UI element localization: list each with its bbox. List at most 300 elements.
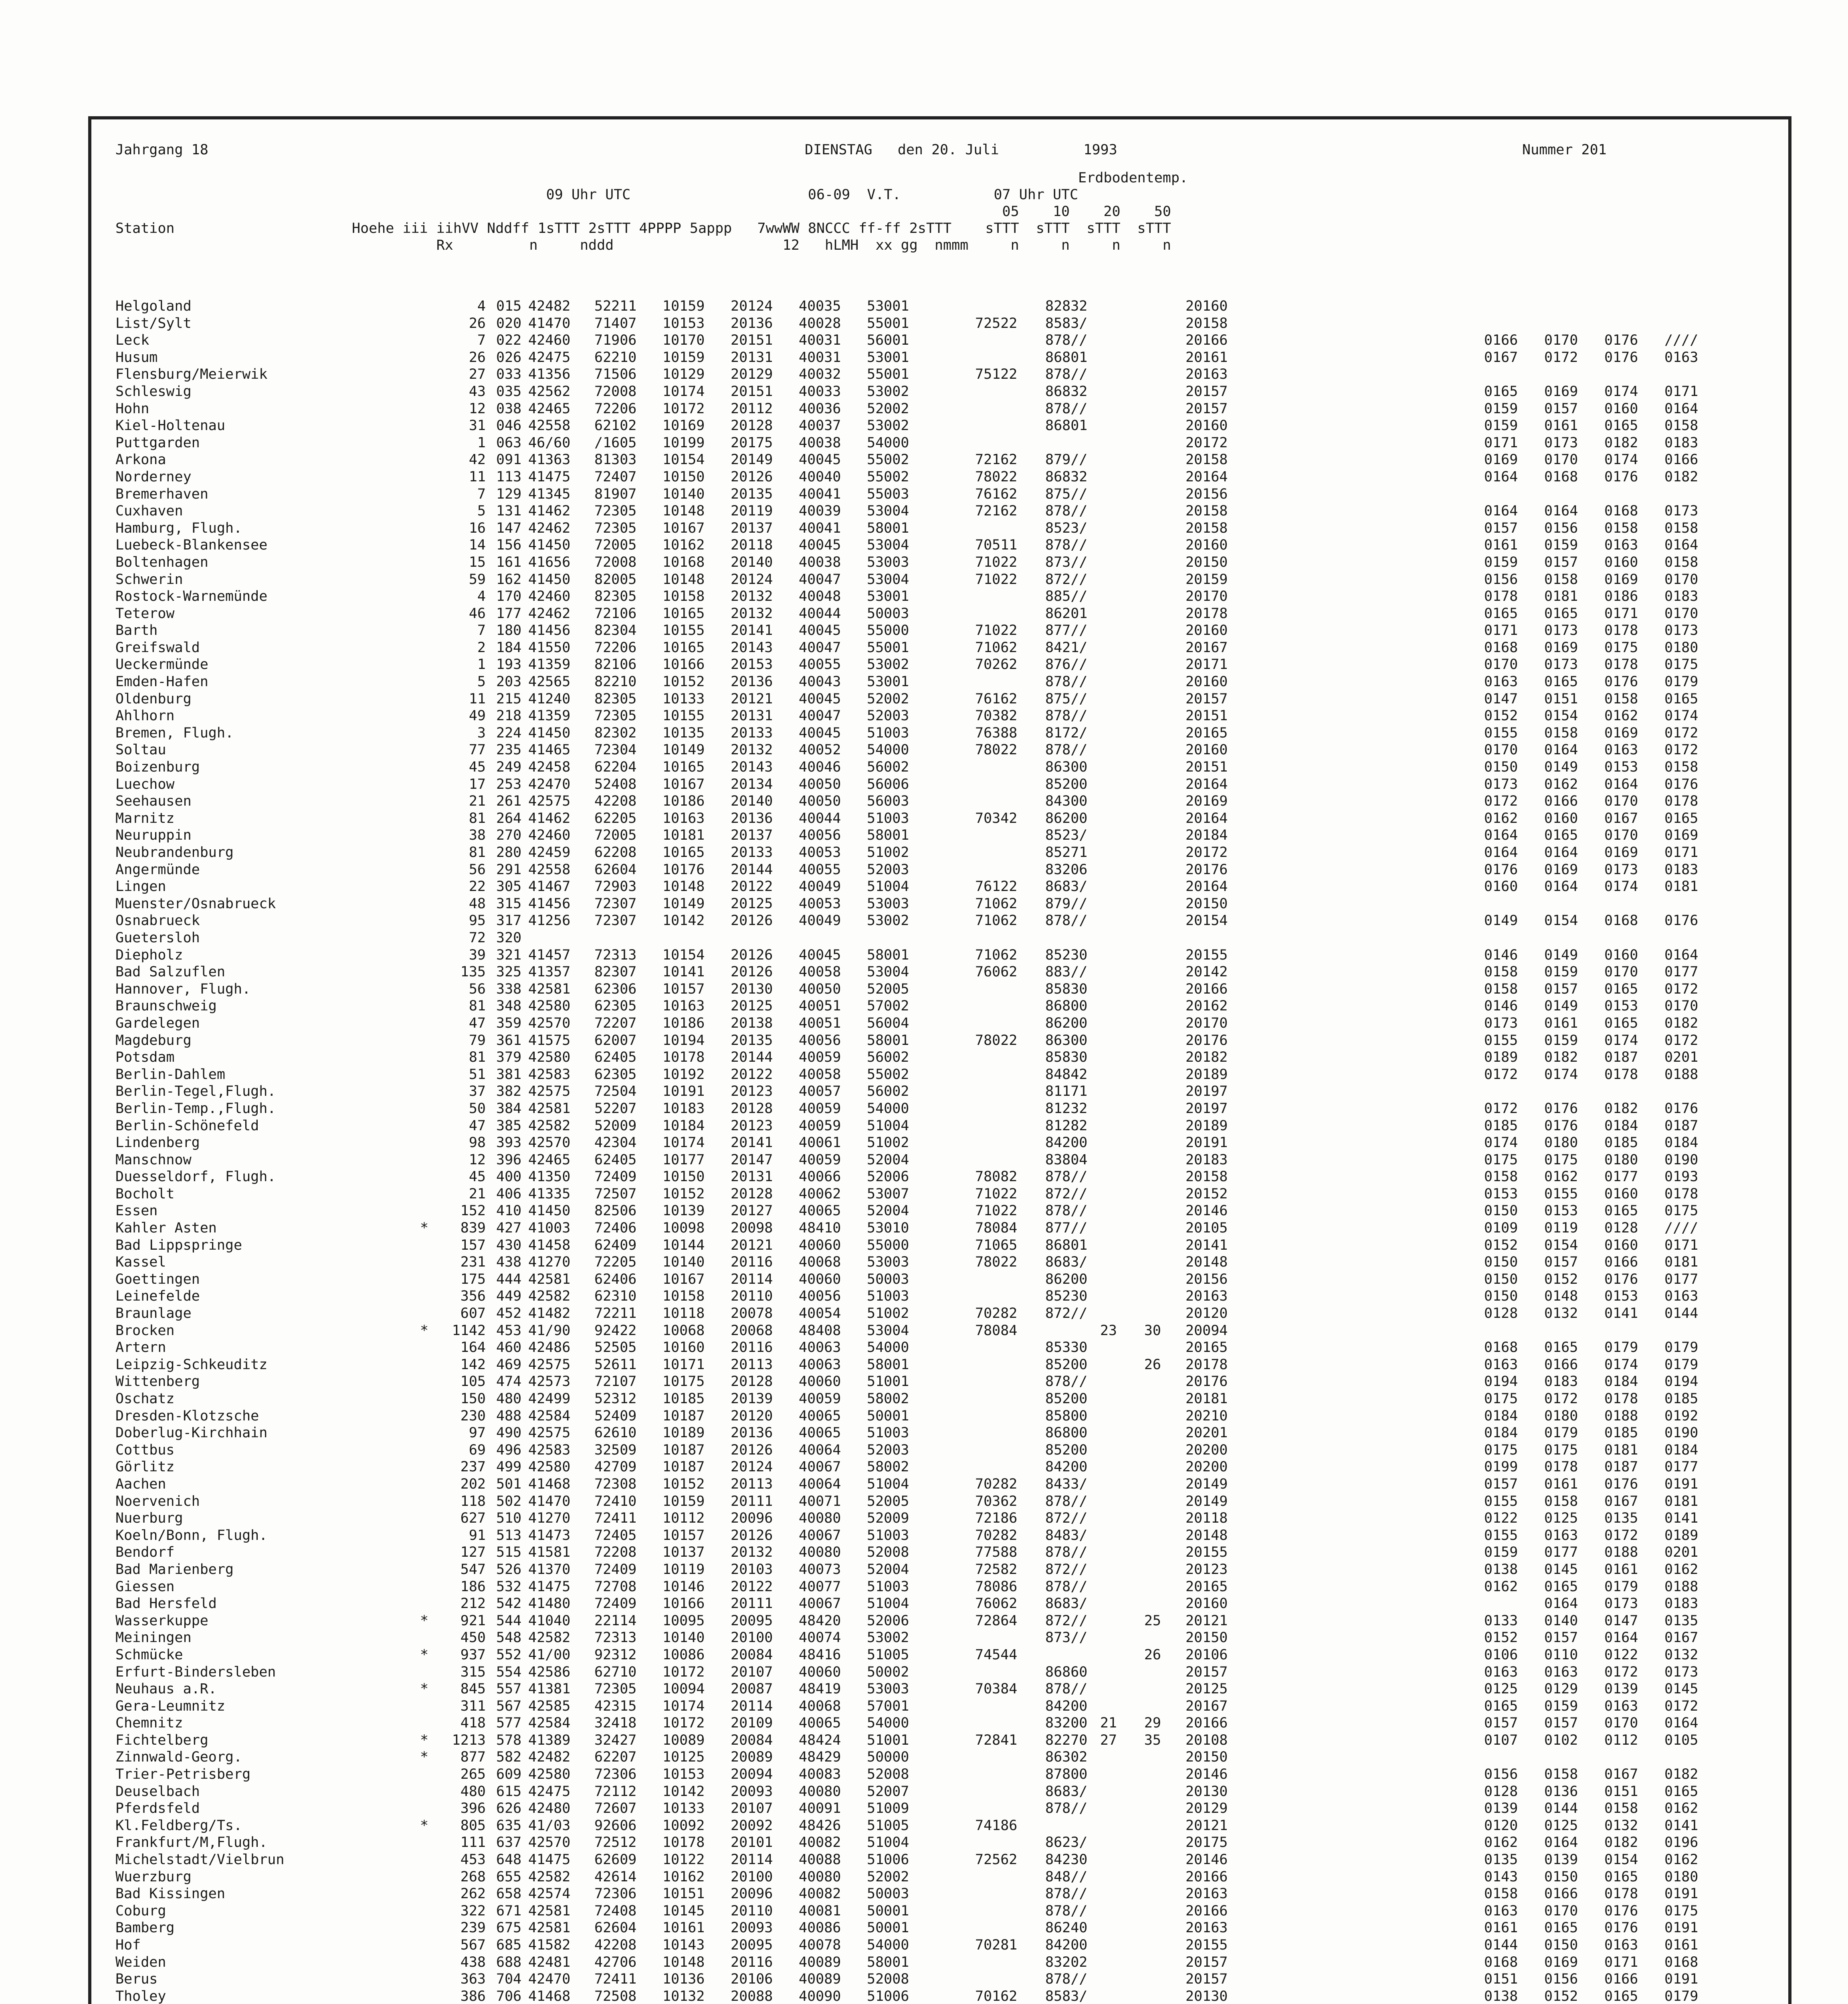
cell-nddff: 82302 [594, 725, 637, 741]
cell-st20: 0181 [1604, 1442, 1638, 1458]
cell-5appp: 50000 [867, 1749, 909, 1766]
cell-st05: 0168 [1484, 1339, 1518, 1356]
cell-hoehe: 450 [460, 1630, 486, 1646]
cell-2sttt-b: 20160 [1186, 742, 1228, 758]
cell-2sttt-b: 20160 [1186, 298, 1228, 314]
cell-1sttt: 10145 [662, 1903, 705, 1919]
cell-8nccc: 8683/ [1045, 879, 1088, 895]
table-row [91, 417, 1788, 434]
cell-nddff: 52408 [594, 776, 637, 792]
cell-st05: 0165 [1484, 1698, 1518, 1714]
cell-iihvv: 42575 [528, 1356, 571, 1373]
table-row [91, 1442, 1788, 1459]
cell-st20: 0178 [1604, 1886, 1638, 1902]
table-row [91, 1220, 1788, 1237]
cell-st20: 0139 [1604, 1681, 1638, 1697]
cell-iii: 635 [496, 1817, 522, 1834]
cell-5appp: 53001 [867, 588, 909, 605]
table-row [91, 741, 1788, 759]
cell-st50: 0184 [1664, 1442, 1699, 1458]
cell-2sttt: 20084 [731, 1646, 773, 1663]
cell-st05: 0165 [1484, 605, 1518, 622]
cell-nddff: 32509 [594, 1442, 637, 1458]
table-row [91, 1988, 1788, 2004]
cell-4pppp: 40037 [799, 418, 841, 434]
cell-4pppp: 40052 [799, 742, 841, 758]
cell-st10: 0125 [1544, 1817, 1578, 1834]
cell-st10: 0161 [1544, 418, 1578, 434]
cell-iihvv: 41357 [528, 964, 571, 980]
cell-1sttt: 10168 [662, 554, 705, 570]
cell-st05: 0172 [1484, 1100, 1518, 1117]
cell-station: Berlin-Temp.,Flugh. [115, 1100, 276, 1117]
cell-2sttt: 20132 [731, 605, 773, 622]
cell-1sttt: 10178 [662, 1049, 705, 1066]
cell-st05: 0150 [1484, 1271, 1518, 1287]
cell-5appp: 56002 [867, 1083, 909, 1100]
cell-5appp: 51006 [867, 1988, 909, 2004]
cell-1sttt: 10122 [662, 1852, 705, 1868]
cell-8nccc: 877// [1045, 622, 1088, 639]
cell-iii: 264 [496, 810, 522, 826]
cell-st20: 0160 [1604, 554, 1638, 570]
cell-8nccc: 879// [1045, 895, 1088, 912]
cell-iihvv: 42458 [528, 759, 571, 776]
cell-st50: //// [1664, 1220, 1699, 1236]
cell-5appp: 53004 [867, 964, 909, 980]
cell-st10: 0119 [1544, 1220, 1578, 1236]
cell-st20: 0166 [1604, 1254, 1638, 1271]
cell-st05: 0152 [1484, 1237, 1518, 1253]
cell-2sttt: 20136 [731, 810, 773, 826]
cell-st20: 0182 [1604, 1100, 1638, 1117]
cell-2sttt-b: 20118 [1186, 1510, 1228, 1527]
cell-st05: 0150 [1484, 1288, 1518, 1305]
cell-nddff: 62205 [594, 810, 637, 826]
cell-st10: 0166 [1544, 793, 1578, 810]
cell-4pppp: 40090 [799, 1988, 841, 2004]
cell-2sttt: 20126 [731, 947, 773, 963]
cell-st05: 0120 [1484, 1817, 1518, 1834]
cell-station: Fichtelberg [115, 1732, 208, 1748]
cell-7wwww: 72841 [975, 1732, 1018, 1748]
cell-8nccc: 8583/ [1045, 315, 1088, 331]
cell-station: Duesseldorf, Flugh. [115, 1169, 276, 1185]
cell-st05: 0189 [1484, 1049, 1518, 1066]
cell-2sttt: 20140 [731, 554, 773, 570]
cell-1sttt: 10158 [662, 1288, 705, 1305]
cell-iihvv: 41457 [528, 947, 571, 963]
cell-st20: 0167 [1604, 1493, 1638, 1509]
cell-4pppp: 40078 [799, 1937, 841, 1953]
cell-5appp: 53002 [867, 383, 909, 400]
cell-2sttt-b: 20142 [1186, 964, 1228, 980]
cell-2sttt: 20078 [731, 1305, 773, 1322]
table-row [91, 1288, 1788, 1305]
cell-nddff: 42709 [594, 1459, 637, 1475]
cell-station: Bremerhaven [115, 486, 208, 502]
cell-hoehe: 38 [469, 827, 486, 844]
cell-4pppp: 40049 [799, 879, 841, 895]
cell-st20: 0164 [1604, 1630, 1638, 1646]
cell-5appp: 52003 [867, 861, 909, 878]
cell-5appp: 52005 [867, 981, 909, 997]
cell-iii: 704 [496, 1971, 522, 1988]
cell-2sttt-b: 20160 [1186, 537, 1228, 554]
cell-iihvv: 42475 [528, 1783, 571, 1800]
cell-st20: 0176 [1604, 349, 1638, 366]
cell-iii: 648 [496, 1852, 522, 1868]
cell-1sttt: 10144 [662, 1237, 705, 1253]
cell-1sttt: 10139 [662, 1203, 705, 1219]
cell-iihvv: 42573 [528, 1374, 571, 1390]
cell-st10: 0132 [1544, 1305, 1578, 1322]
cell-hoehe: 937 [460, 1646, 486, 1663]
cell-hoehe: 877 [460, 1749, 486, 1766]
cell-st10: 0159 [1544, 1698, 1578, 1714]
table-row [91, 349, 1788, 366]
cell-hoehe: 7 [477, 622, 486, 639]
cell-st20: 0169 [1604, 571, 1638, 588]
cell-hoehe: 142 [460, 1356, 486, 1373]
cell-8nccc: 85200 [1045, 1442, 1088, 1458]
cell-iii: 688 [496, 1954, 522, 1970]
cell-nddff: 62405 [594, 1151, 637, 1168]
cell-st05: 0171 [1484, 434, 1518, 451]
cell-st20: 0170 [1604, 1715, 1638, 1731]
cell-st05: 0161 [1484, 1920, 1518, 1936]
cell-2sttt: 20116 [731, 1254, 773, 1271]
cell-8nccc: 8172/ [1045, 725, 1088, 741]
cell-nddff: 72313 [594, 947, 637, 963]
cell-2sttt-b: 20151 [1186, 759, 1228, 776]
cell-iihvv: 41450 [528, 537, 571, 554]
cell-7wwww: 74544 [975, 1646, 1018, 1663]
cell-st05: 0128 [1484, 1783, 1518, 1800]
cell-st10: 0172 [1544, 349, 1578, 366]
cell-st10: 0136 [1544, 1783, 1578, 1800]
cell-8nccc: 879// [1045, 452, 1088, 468]
cell-station: Berlin-Tegel,Flugh. [115, 1083, 276, 1100]
cell-8nccc: 848// [1045, 1869, 1088, 1885]
table-row [91, 1151, 1788, 1169]
cell-st10: 0160 [1544, 810, 1578, 826]
cell-nddff: 52207 [594, 1100, 637, 1117]
cell-hoehe: 15 [469, 554, 486, 570]
cell-iihvv: 41359 [528, 657, 571, 673]
cell-st50: 0135 [1664, 1612, 1699, 1629]
cell-1sttt: 10086 [662, 1646, 705, 1663]
cell-hoehe: 805 [460, 1817, 486, 1834]
cell-4pppp: 40051 [799, 1015, 841, 1031]
cell-station: Aachen [115, 1476, 166, 1492]
cell-hoehe: 1213 [452, 1732, 486, 1748]
cell-station: Hohn [115, 400, 149, 417]
cell-nddff: 52211 [594, 298, 637, 314]
cell-4pppp: 40082 [799, 1886, 841, 1902]
cell-iii: 548 [496, 1630, 522, 1646]
cell-5appp: 52004 [867, 1203, 909, 1219]
cell-2sttt-b: 20130 [1186, 1783, 1228, 1800]
cell-5appp: 54000 [867, 1715, 909, 1731]
cell-5appp: 50003 [867, 1271, 909, 1287]
cell-nddff: 62710 [594, 1664, 637, 1680]
cell-hoehe: 262 [460, 1886, 486, 1902]
cell-nddff: 72305 [594, 708, 637, 724]
header-line-2: 09 Uhr UTC 06-09 V.T. 07 Uhr UTC [115, 187, 1079, 203]
cell-4pppp: 48419 [799, 1681, 841, 1697]
cell-nddff: 62204 [594, 759, 637, 776]
cell-st10: 0172 [1544, 1391, 1578, 1407]
cell-2sttt: 20135 [731, 486, 773, 502]
cell-st50: 0165 [1664, 810, 1699, 826]
cell-5appp: 51003 [867, 810, 909, 826]
cell-st50: 0161 [1664, 1937, 1699, 1953]
cell-station: Teterow [115, 605, 175, 622]
cell-iii: 655 [496, 1869, 522, 1885]
cell-iii: 385 [496, 1117, 522, 1134]
cell-nddff: 62604 [594, 861, 637, 878]
cell-2sttt: 20114 [731, 1271, 773, 1287]
cell-iihvv: 41465 [528, 742, 571, 758]
table-row [91, 1971, 1788, 1988]
cell-hoehe: 230 [460, 1408, 486, 1424]
cell-st50: 0179 [1664, 674, 1699, 690]
cell-st50: 0176 [1664, 776, 1699, 792]
cell-st50: 0193 [1664, 1169, 1699, 1185]
cell-7wwww: 78084 [975, 1322, 1018, 1339]
cell-st05: 0158 [1484, 981, 1518, 997]
cell-8nccc: 8683/ [1045, 1596, 1088, 1612]
cell-1sttt: 10159 [662, 1493, 705, 1509]
cell-nddff: 42208 [594, 1937, 637, 1953]
cell-5appp: 52002 [867, 1869, 909, 1885]
table-row [91, 622, 1788, 639]
cell-1sttt: 10178 [662, 1834, 705, 1851]
cell-st10: 0158 [1544, 571, 1578, 588]
cell-st10: 0170 [1544, 332, 1578, 349]
cell-iihvv: 41356 [528, 366, 571, 383]
cell-iihvv: 42575 [528, 793, 571, 810]
cell-nddff: 62306 [594, 981, 637, 997]
cell-iii: 038 [496, 400, 522, 417]
cell-nddff: 52409 [594, 1408, 637, 1424]
cell-st50: 0172 [1664, 742, 1699, 758]
cell-iii: 406 [496, 1186, 522, 1202]
cell-iihvv: 42584 [528, 1715, 571, 1731]
cell-8nccc: 86832 [1045, 383, 1088, 400]
column-headers: Station Hoehe iii iihVV Nddff 1sTTT 2sTTT 4PPPP 5appp 7wwWW 8NCCC ff-ff 2sTTT sTTT sTTT sTTT sTTT [115, 220, 1171, 236]
cell-nddff: 62406 [594, 1271, 637, 1287]
cell-8nccc: 86300 [1045, 1032, 1088, 1048]
cell-5appp: 56004 [867, 1015, 909, 1031]
cell-iihvv: 41468 [528, 1476, 571, 1492]
cell-hoehe: 50 [469, 1100, 486, 1117]
cell-hoehe: 1 [477, 434, 486, 451]
cell-2sttt: 20084 [731, 1732, 773, 1748]
cell-2sttt-b: 20166 [1186, 1715, 1228, 1731]
cell-4pppp: 40057 [799, 1083, 841, 1100]
cell-hoehe: 839 [460, 1220, 486, 1236]
cell-hoehe: 175 [460, 1271, 486, 1287]
cell-hoehe: 567 [460, 1937, 486, 1953]
cell-station: Nuerburg [115, 1510, 183, 1527]
cell-iii: 554 [496, 1664, 522, 1680]
cell-st10: 0148 [1544, 1288, 1578, 1305]
cell-nddff: 72112 [594, 1783, 637, 1800]
cell-4pppp: 40045 [799, 947, 841, 963]
cell-7wwww: 71062 [975, 913, 1018, 929]
cell-st05: 0157 [1484, 1476, 1518, 1492]
cell-station: Erfurt-Bindersleben [115, 1664, 276, 1680]
cell-hoehe: 105 [460, 1374, 486, 1390]
cell-hoehe: 4 [477, 588, 486, 605]
cell-2sttt: 20113 [731, 1356, 773, 1373]
cell-iii: 526 [496, 1561, 522, 1578]
cell-8nccc: 83206 [1045, 861, 1088, 878]
cell-st20: 0160 [1604, 1186, 1638, 1202]
table-row [91, 1066, 1788, 1083]
cell-station: Helgoland [115, 298, 192, 314]
cell-2sttt: 20137 [731, 520, 773, 536]
cell-st20: 0178 [1604, 622, 1638, 639]
cell-5appp: 52002 [867, 691, 909, 707]
cell-st50: 0182 [1664, 1015, 1699, 1031]
cell-iii: 348 [496, 998, 522, 1014]
table-row [91, 537, 1788, 554]
cell-st05: 0149 [1484, 913, 1518, 929]
cell-7wwww: 76122 [975, 879, 1018, 895]
cell-st10: 0157 [1544, 1630, 1578, 1646]
cell-iihvv: 41345 [528, 486, 571, 502]
cell-st10: 0159 [1544, 964, 1578, 980]
cell-iihvv: 41359 [528, 708, 571, 724]
cell-nddff: 72313 [594, 1630, 637, 1646]
cell-2sttt-b: 20184 [1186, 827, 1228, 844]
table-row [91, 554, 1788, 571]
cell-st10: 0159 [1544, 537, 1578, 554]
cell-st50: 0172 [1664, 1698, 1699, 1714]
cell-st20: 0160 [1604, 1237, 1638, 1253]
table-row [91, 332, 1788, 349]
table-row [91, 366, 1788, 383]
table-row [91, 1015, 1788, 1032]
cell-1sttt: 10199 [662, 434, 705, 451]
cell-8nccc: 878// [1045, 1681, 1088, 1697]
cell-iihvv: 41575 [528, 1032, 571, 1048]
table-row [91, 1544, 1788, 1561]
cell-1sttt: 10185 [662, 1391, 705, 1407]
cell-st20: 0153 [1604, 1288, 1638, 1305]
cell-hoehe: 11 [469, 469, 486, 485]
cell-5appp: 53007 [867, 1186, 909, 1202]
cell-8nccc: 878// [1045, 537, 1088, 554]
cell-st20: 0165 [1604, 1203, 1638, 1219]
cell-4pppp: 40060 [799, 1237, 841, 1253]
cell-st10: 0110 [1544, 1646, 1578, 1663]
cell-st10: 0140 [1544, 1612, 1578, 1629]
cell-st05: 0175 [1484, 1442, 1518, 1458]
cell-st20: 0174 [1604, 452, 1638, 468]
cell-2sttt-b: 20164 [1186, 810, 1228, 826]
cell-4pppp: 48408 [799, 1322, 841, 1339]
cell-1sttt: 10142 [662, 1783, 705, 1800]
cell-2sttt: 20153 [731, 657, 773, 673]
cell-4pppp: 40045 [799, 691, 841, 707]
cell-station: Magdeburg [115, 1032, 192, 1048]
cell-st50: 0180 [1664, 639, 1699, 656]
cell-2sttt-b: 20146 [1186, 1766, 1228, 1783]
cell-st10: 0152 [1544, 1271, 1578, 1287]
cell-st20: 0160 [1604, 947, 1638, 963]
cell-iii: 381 [496, 1066, 522, 1083]
cell-2sttt: 20111 [731, 1596, 773, 1612]
cell-nddff: 42304 [594, 1135, 637, 1151]
cell-2sttt: 20122 [731, 879, 773, 895]
cell-iii: 218 [496, 708, 522, 724]
cell-st05: 0133 [1484, 1612, 1518, 1629]
cell-nddff: 71906 [594, 332, 637, 349]
cell-iihvv: 41458 [528, 1237, 571, 1253]
cell-st50: 0175 [1664, 1903, 1699, 1919]
cell-st05: 0135 [1484, 1852, 1518, 1868]
cell-st50: 0162 [1664, 1561, 1699, 1578]
cell-ff2: 30 [1144, 1322, 1161, 1339]
cell-2sttt: 20116 [731, 1339, 773, 1356]
cell-st20: 0122 [1604, 1646, 1638, 1663]
cell-nddff: 72306 [594, 1766, 637, 1783]
cell-nddff: 81907 [594, 486, 637, 502]
cell-2sttt: 20144 [731, 861, 773, 878]
cell-station: Giessen [115, 1578, 175, 1595]
cell-2sttt-b: 20146 [1186, 1852, 1228, 1868]
cell-station: Leinefelde [115, 1288, 200, 1305]
table-row [91, 844, 1788, 861]
cell-st10: 0149 [1544, 947, 1578, 963]
cell-5appp: 56001 [867, 332, 909, 349]
cell-st20: 0188 [1604, 1408, 1638, 1424]
cell-5appp: 52008 [867, 1766, 909, 1783]
cell-2sttt-b: 20200 [1186, 1442, 1228, 1458]
cell-4pppp: 40038 [799, 434, 841, 451]
cell-1sttt: 10150 [662, 1169, 705, 1185]
cell-iihvv: 42480 [528, 1800, 571, 1817]
cell-7wwww: 71022 [975, 622, 1018, 639]
cell-4pppp: 40065 [799, 1425, 841, 1441]
cell-2sttt-b: 20141 [1186, 1237, 1228, 1253]
cell-1sttt: 10151 [662, 1886, 705, 1902]
cell-st20: 0158 [1604, 691, 1638, 707]
table-row [91, 878, 1788, 895]
cell-st05: 0184 [1484, 1425, 1518, 1441]
cell-8nccc: 8583/ [1045, 1988, 1088, 2004]
cell-st05: 0144 [1484, 1937, 1518, 1953]
cell-st20: 0176 [1604, 332, 1638, 349]
cell-st20: 0171 [1604, 1954, 1638, 1970]
cell-st50: 0105 [1664, 1732, 1699, 1748]
report-sheet [88, 116, 1791, 2004]
cell-7wwww: 71022 [975, 1186, 1018, 1202]
cell-8nccc: 85200 [1045, 1356, 1088, 1373]
table-row [91, 1919, 1788, 1937]
cell-hoehe: 5 [477, 674, 486, 690]
cell-8nccc: 878// [1045, 1903, 1088, 1919]
cell-nddff: 62210 [594, 349, 637, 366]
cell-2sttt-b: 20160 [1186, 418, 1228, 434]
cell-2sttt-b: 20163 [1186, 1886, 1228, 1902]
cell-st20: 0161 [1604, 1561, 1638, 1578]
cell-5appp: 51004 [867, 879, 909, 895]
